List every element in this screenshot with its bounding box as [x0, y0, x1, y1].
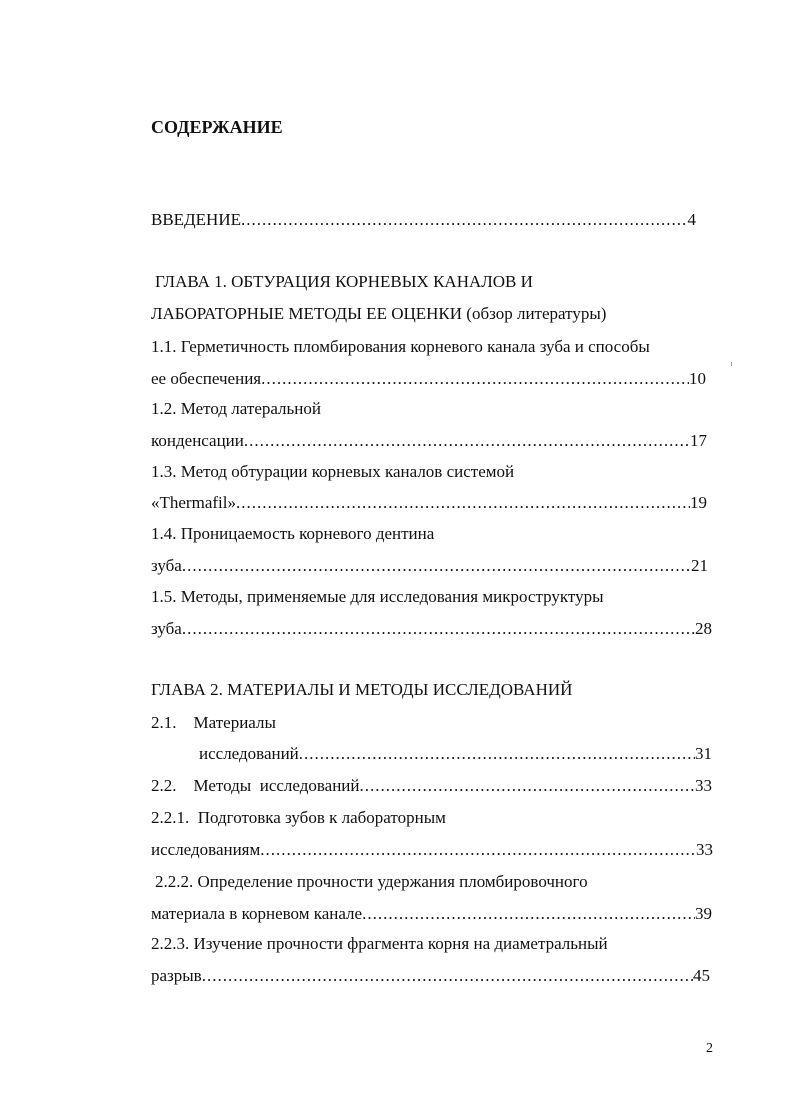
- toc-label: материала в корневом канале: [151, 904, 363, 923]
- leader-dots: [299, 744, 695, 764]
- toc-entry-2-2-1-line1: 2.2.1. Подготовка зубов к лабораторным: [151, 808, 446, 827]
- toc-page: 17: [690, 431, 707, 450]
- toc-entry-2-2-2: [151, 904, 712, 924]
- toc-entry-2-2-3-line1: 2.2.3. Изучение прочности фрагмента корня на диаметральный: [151, 934, 608, 953]
- toc-entry-1-3-line1: 1.3. Метод обтурации корневых каналов системой: [151, 462, 515, 481]
- toc-entry-1-2: [151, 431, 707, 451]
- toc-entry-1-1-line1: 1.1. Герметичность пломбирования корневого канала зуба и способы: [151, 337, 650, 356]
- leader-dots: [182, 556, 691, 576]
- toc-entry-2-1-line1: 2.1. Материалы: [151, 713, 276, 732]
- toc-label: разрыв: [151, 966, 202, 985]
- page-number: 2: [706, 1041, 713, 1056]
- chapter1-heading-line1: ГЛАВА 1. ОБТУРАЦИЯ КОРНЕВЫХ КАНАЛОВ И: [155, 272, 533, 291]
- toc-label: ВВЕДЕНИЕ: [151, 210, 241, 229]
- toc-label: ее обеспечения: [151, 369, 262, 388]
- toc-entry-2-2: [151, 776, 712, 796]
- toc-label: 2.2. Методы исследований: [151, 776, 360, 795]
- toc-label: исследованиям: [151, 840, 261, 859]
- toc-label: исследований: [199, 744, 299, 763]
- chapter1-heading-line2: ЛАБОРАТОРНЫЕ МЕТОДЫ ЕЕ ОЦЕНКИ (обзор литературы): [151, 304, 607, 323]
- toc-page: 10: [689, 369, 706, 388]
- page-title: СОДЕРЖАНИЕ: [151, 117, 283, 137]
- toc-entry-1-3: [151, 493, 707, 513]
- scan-speck: [731, 362, 732, 366]
- toc-page: 45: [693, 966, 710, 985]
- toc-page: 39: [695, 904, 712, 923]
- toc-entry-1-2-line1: 1.2. Метод латеральной: [151, 399, 321, 418]
- toc-page: 19: [690, 493, 707, 512]
- toc-entry-intro: [151, 210, 696, 230]
- toc-entry-2-2-2-line1: 2.2.2. Определение прочности удержания пломбировочного: [155, 872, 588, 891]
- toc-label: «Thermafil»: [151, 493, 236, 512]
- toc-entry-2-2-1: [151, 840, 713, 860]
- toc-entry-1-5: [151, 619, 712, 639]
- toc-page: 4: [687, 210, 696, 229]
- leader-dots: [244, 431, 690, 451]
- toc-page: 28: [695, 619, 712, 638]
- leader-dots: [360, 776, 695, 796]
- toc-entry-1-5-line1: 1.5. Методы, применяемые для исследования микроструктуры: [151, 587, 604, 606]
- toc-entry-1-4-line1: 1.4. Проницаемость корневого дентина: [151, 524, 435, 543]
- toc-label: конденсации: [151, 431, 244, 450]
- toc-label: зуба: [151, 556, 182, 575]
- toc-entry-2-1: [199, 744, 712, 764]
- toc-entry-1-1: [151, 369, 706, 389]
- toc-entry-2-2-3: [151, 966, 710, 986]
- toc-page: 33: [696, 840, 713, 859]
- toc-entry-1-4: [151, 556, 708, 576]
- leader-dots: [260, 840, 696, 860]
- chapter2-heading: ГЛАВА 2. МАТЕРИАЛЫ И МЕТОДЫ ИССЛЕДОВАНИЙ: [151, 680, 573, 699]
- toc-label: зуба: [151, 619, 182, 638]
- leader-dots: [241, 210, 688, 230]
- toc-page: 21: [691, 556, 708, 575]
- leader-dots: [362, 904, 695, 924]
- toc-page: 31: [695, 744, 712, 763]
- leader-dots: [202, 966, 693, 986]
- leader-dots: [261, 369, 689, 389]
- toc-page: 33: [695, 776, 712, 795]
- leader-dots: [182, 619, 695, 639]
- leader-dots: [236, 493, 690, 513]
